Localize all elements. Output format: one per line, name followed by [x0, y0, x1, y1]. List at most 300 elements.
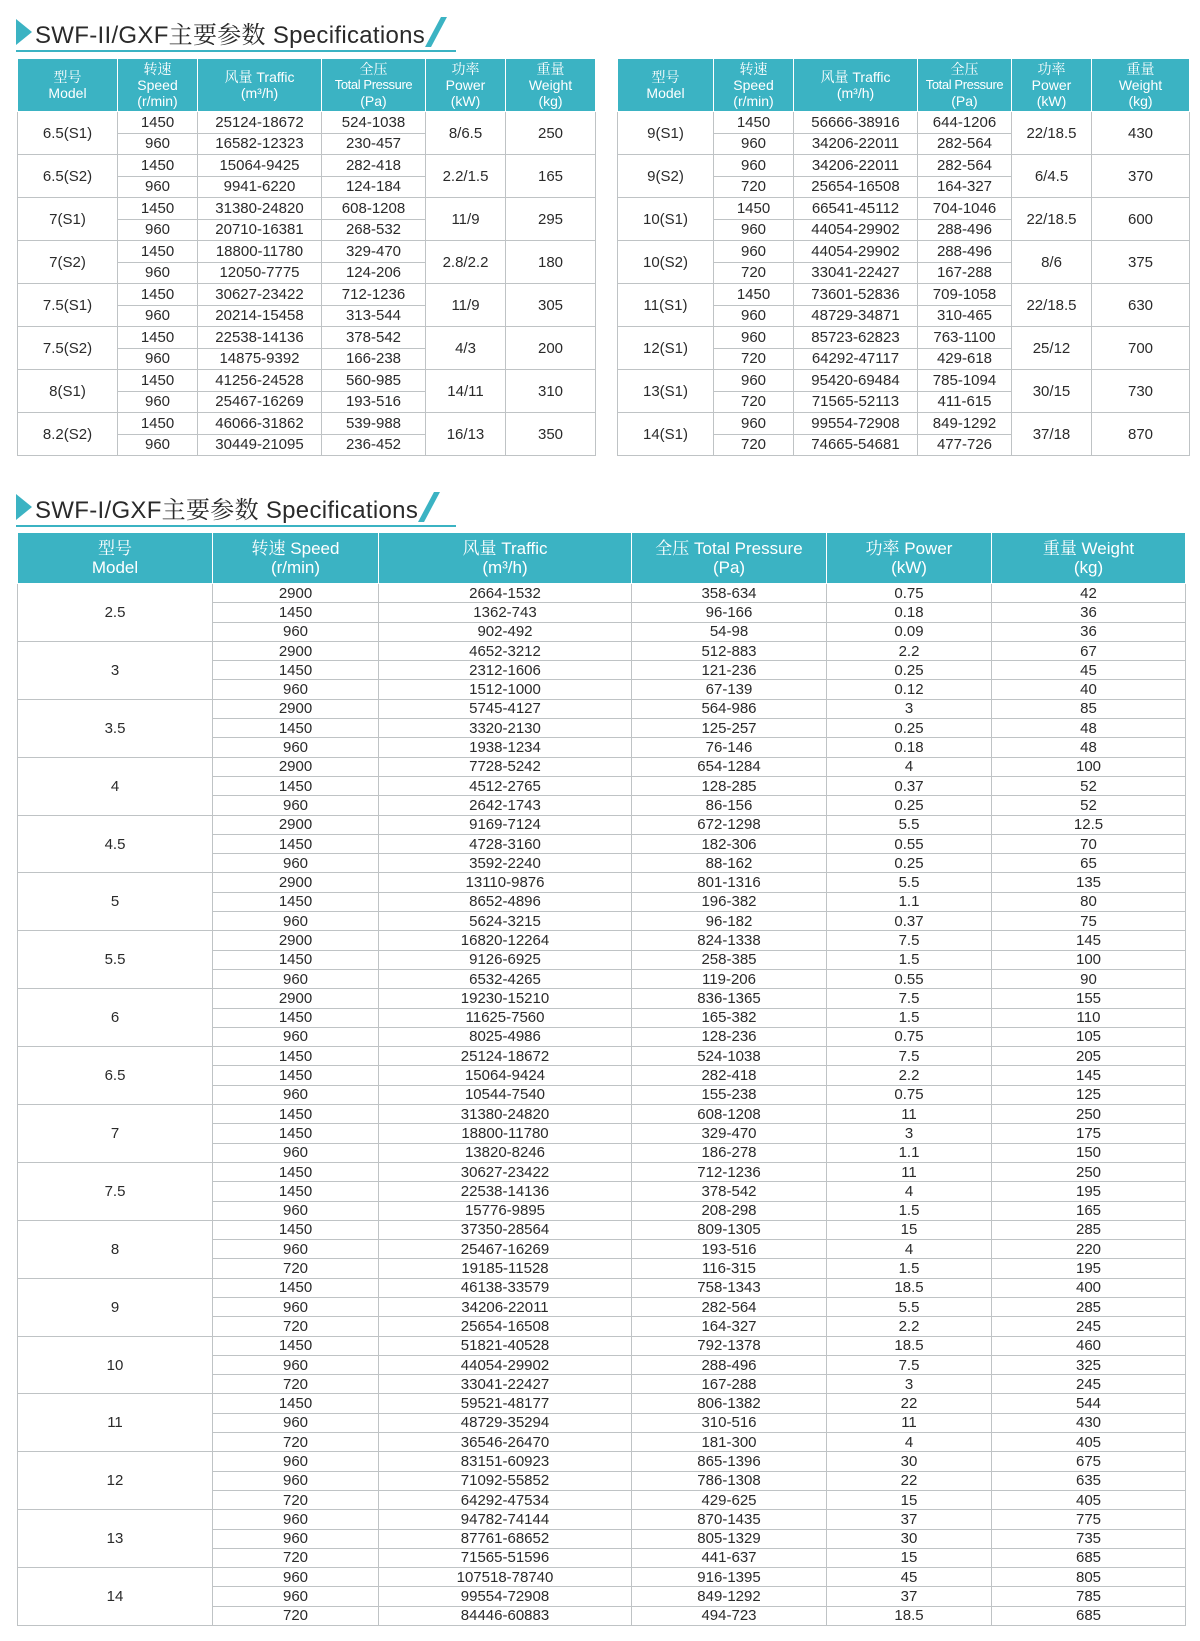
pressure-cell: 54-98	[632, 622, 827, 641]
pressure-cell: 378-542	[632, 1182, 827, 1201]
model-cell: 7	[18, 1105, 213, 1163]
table-row	[18, 641, 1186, 660]
pressure-cell: 916-1395	[632, 1568, 827, 1587]
power-cell: 0.75	[827, 1085, 992, 1104]
speed-cell: 1450	[213, 1124, 379, 1143]
weight-cell: 145	[992, 1066, 1186, 1085]
weight-cell: 40	[992, 680, 1186, 699]
speed-cell: 1450	[118, 112, 198, 134]
weight-cell: 245	[992, 1375, 1186, 1394]
power-cell: 0.25	[827, 796, 992, 815]
pressure-cell: 268-532	[322, 219, 426, 241]
chevron-right-icon	[16, 19, 32, 45]
speed-cell: 960	[213, 1529, 379, 1548]
speed-cell: 2900	[213, 815, 379, 834]
weight-cell: 870	[1092, 413, 1190, 456]
power-cell: 2.2	[827, 641, 992, 660]
traffic-cell: 36546-26470	[379, 1433, 632, 1452]
pressure-cell: 282-418	[322, 155, 426, 177]
weight-cell: 325	[992, 1355, 1186, 1374]
weight-cell: 460	[992, 1336, 1186, 1355]
speed-cell: 2900	[213, 584, 379, 603]
speed-cell: 720	[213, 1490, 379, 1509]
table-row	[18, 198, 596, 220]
col-header-speed: 转速 Speed (r/min)	[213, 533, 379, 584]
pressure-cell: 836-1365	[632, 989, 827, 1008]
spec-table-swf-i	[17, 532, 1186, 1626]
power-cell: 2.2/1.5	[426, 155, 506, 198]
weight-cell: 675	[992, 1452, 1186, 1471]
power-cell: 7.5	[827, 1047, 992, 1066]
speed-cell: 2900	[213, 757, 379, 776]
traffic-cell: 44054-29902	[794, 241, 918, 263]
traffic-cell: 74665-54681	[794, 434, 918, 456]
pressure-cell: 86-156	[632, 796, 827, 815]
weight-cell: 12.5	[992, 815, 1186, 834]
pressure-cell: 288-496	[918, 241, 1012, 263]
traffic-cell: 15064-9425	[198, 155, 322, 177]
power-cell: 18.5	[827, 1336, 992, 1355]
col-header-pressure: 全压 Total Pressure (Pa)	[918, 59, 1012, 112]
power-cell: 11/9	[426, 198, 506, 241]
pressure-cell: 539-988	[322, 413, 426, 435]
col-header-traffic: 风量 Traffic (m³/h)	[198, 59, 322, 112]
speed-cell: 1450	[213, 719, 379, 738]
speed-cell: 720	[213, 1606, 379, 1625]
weight-cell: 100	[992, 757, 1186, 776]
weight-cell: 285	[992, 1297, 1186, 1316]
weight-cell: 295	[506, 198, 596, 241]
power-cell: 45	[827, 1568, 992, 1587]
power-cell: 37/18	[1012, 413, 1092, 456]
table-row	[18, 757, 1186, 776]
model-cell: 10(S1)	[618, 198, 714, 241]
power-cell: 15	[827, 1490, 992, 1509]
power-cell: 0.25	[827, 854, 992, 873]
pressure-cell: 165-382	[632, 1008, 827, 1027]
speed-cell: 720	[213, 1259, 379, 1278]
traffic-cell: 71092-55852	[379, 1471, 632, 1490]
power-cell: 0.18	[827, 738, 992, 757]
traffic-cell: 7728-5242	[379, 757, 632, 776]
col-header-power: 功率 Power (kW)	[1012, 59, 1092, 112]
table-row	[18, 1394, 1186, 1413]
table-row	[18, 413, 596, 435]
traffic-cell: 20710-16381	[198, 219, 322, 241]
speed-cell: 960	[714, 241, 794, 263]
power-cell: 0.75	[827, 584, 992, 603]
model-cell: 9	[18, 1278, 213, 1336]
weight-cell: 630	[1092, 284, 1190, 327]
model-cell: 9(S1)	[618, 112, 714, 155]
pressure-cell: 96-166	[632, 603, 827, 622]
traffic-cell: 22538-14136	[198, 327, 322, 349]
pressure-cell: 429-625	[632, 1490, 827, 1509]
pressure-cell: 785-1094	[918, 370, 1012, 392]
traffic-cell: 41256-24528	[198, 370, 322, 392]
speed-cell: 1450	[213, 1162, 379, 1181]
power-cell: 8/6.5	[426, 112, 506, 155]
speed-cell: 960	[213, 1201, 379, 1220]
traffic-cell: 71565-52113	[794, 391, 918, 413]
traffic-cell: 87761-68652	[379, 1529, 632, 1548]
weight-cell: 45	[992, 661, 1186, 680]
traffic-cell: 85723-62823	[794, 327, 918, 349]
power-cell: 7.5	[827, 989, 992, 1008]
model-cell: 6	[18, 989, 213, 1047]
weight-cell: 42	[992, 584, 1186, 603]
traffic-cell: 34206-22011	[794, 133, 918, 155]
pressure-cell: 181-300	[632, 1433, 827, 1452]
speed-cell: 960	[213, 1240, 379, 1259]
power-cell: 5.5	[827, 815, 992, 834]
model-cell: 8(S1)	[18, 370, 118, 413]
power-cell: 0.55	[827, 834, 992, 853]
section-1-title-text: SWF-I/GXF主要参数 Specifications	[35, 496, 419, 524]
col-header-speed: 转速 Speed (r/min)	[118, 59, 198, 112]
pressure-cell: 849-1292	[918, 413, 1012, 435]
traffic-cell: 99554-72908	[794, 413, 918, 435]
section-1-title	[16, 490, 432, 524]
speed-cell: 1450	[118, 155, 198, 177]
table-row	[18, 1220, 1186, 1239]
power-cell: 25/12	[1012, 327, 1092, 370]
power-cell: 11/9	[426, 284, 506, 327]
speed-cell: 1450	[714, 284, 794, 306]
traffic-cell: 33041-22427	[794, 262, 918, 284]
traffic-cell: 64292-47534	[379, 1490, 632, 1509]
speed-cell: 1450	[213, 1336, 379, 1355]
weight-cell: 135	[992, 873, 1186, 892]
traffic-cell: 95420-69484	[794, 370, 918, 392]
traffic-cell: 902-492	[379, 622, 632, 641]
table-row	[18, 1162, 1186, 1181]
speed-cell: 960	[714, 305, 794, 327]
speed-cell: 960	[213, 622, 379, 641]
speed-cell: 960	[213, 969, 379, 988]
table-row	[618, 284, 1190, 306]
table-row	[18, 584, 1186, 603]
traffic-cell: 44054-29902	[379, 1355, 632, 1374]
power-cell: 3	[827, 699, 992, 718]
power-cell: 0.25	[827, 719, 992, 738]
pressure-cell: 824-1338	[632, 931, 827, 950]
weight-cell: 685	[992, 1548, 1186, 1567]
weight-cell: 110	[992, 1008, 1186, 1027]
traffic-cell: 3592-2240	[379, 854, 632, 873]
weight-cell: 405	[992, 1490, 1186, 1509]
table-row	[18, 699, 1186, 718]
weight-cell: 600	[1092, 198, 1190, 241]
traffic-cell: 9941-6220	[198, 176, 322, 198]
pressure-cell: 193-516	[632, 1240, 827, 1259]
model-cell: 3	[18, 641, 213, 699]
model-cell: 5	[18, 873, 213, 931]
pressure-cell: 758-1343	[632, 1278, 827, 1297]
traffic-cell: 25654-16508	[379, 1317, 632, 1336]
speed-cell: 960	[714, 219, 794, 241]
model-cell: 8.2(S2)	[18, 413, 118, 456]
pressure-cell: 119-206	[632, 969, 827, 988]
weight-cell: 70	[992, 834, 1186, 853]
model-cell: 2.5	[18, 584, 213, 642]
model-cell: 6.5(S1)	[18, 112, 118, 155]
pressure-cell: 196-382	[632, 892, 827, 911]
spec-table-swf-ii-left	[17, 58, 596, 456]
traffic-cell: 4728-3160	[379, 834, 632, 853]
pressure-cell: 709-1058	[918, 284, 1012, 306]
power-cell: 5.5	[827, 1297, 992, 1316]
pressure-cell: 258-385	[632, 950, 827, 969]
table-header-row	[18, 533, 1186, 584]
model-cell: 9(S2)	[618, 155, 714, 198]
pressure-cell: 76-146	[632, 738, 827, 757]
weight-cell: 65	[992, 854, 1186, 873]
pressure-cell: 67-139	[632, 680, 827, 699]
weight-cell: 195	[992, 1182, 1186, 1201]
traffic-cell: 12050-7775	[198, 262, 322, 284]
power-cell: 3	[827, 1124, 992, 1143]
model-cell: 4	[18, 757, 213, 815]
speed-cell: 960	[213, 738, 379, 757]
speed-cell: 960	[213, 1471, 379, 1490]
weight-cell: 75	[992, 912, 1186, 931]
col-header-weight: 重量 Weight (kg)	[992, 533, 1186, 584]
model-cell: 7(S1)	[18, 198, 118, 241]
traffic-cell: 59521-48177	[379, 1394, 632, 1413]
weight-cell: 250	[506, 112, 596, 155]
power-cell: 4	[827, 1240, 992, 1259]
pressure-cell: 124-184	[322, 176, 426, 198]
traffic-cell: 48729-34871	[794, 305, 918, 327]
speed-cell: 720	[213, 1548, 379, 1567]
model-cell: 11(S1)	[618, 284, 714, 327]
power-cell: 22	[827, 1471, 992, 1490]
pressure-cell: 116-315	[632, 1259, 827, 1278]
weight-cell: 635	[992, 1471, 1186, 1490]
power-cell: 4	[827, 1182, 992, 1201]
table-row	[18, 931, 1186, 950]
power-cell: 30	[827, 1529, 992, 1548]
power-cell: 30	[827, 1452, 992, 1471]
traffic-cell: 6532-4265	[379, 969, 632, 988]
pressure-cell: 282-418	[632, 1066, 827, 1085]
pressure-cell: 167-288	[918, 262, 1012, 284]
slash-decoration	[418, 492, 440, 522]
power-cell: 6/4.5	[1012, 155, 1092, 198]
power-cell: 22	[827, 1394, 992, 1413]
col-header-model: 型号 Model	[18, 533, 213, 584]
model-cell: 13	[18, 1510, 213, 1568]
weight-cell: 150	[992, 1143, 1186, 1162]
pressure-cell: 712-1236	[632, 1162, 827, 1181]
weight-cell: 36	[992, 622, 1186, 641]
traffic-cell: 4652-3212	[379, 641, 632, 660]
traffic-cell: 3320-2130	[379, 719, 632, 738]
spec-table-swf-ii-right	[617, 58, 1190, 456]
speed-cell: 1450	[213, 1008, 379, 1027]
speed-cell: 720	[714, 348, 794, 370]
speed-cell: 960	[118, 434, 198, 456]
traffic-cell: 13820-8246	[379, 1143, 632, 1162]
table-row	[18, 284, 596, 306]
weight-cell: 67	[992, 641, 1186, 660]
power-cell: 11	[827, 1162, 992, 1181]
weight-cell: 165	[992, 1201, 1186, 1220]
table-row	[618, 413, 1190, 435]
traffic-cell: 18800-11780	[379, 1124, 632, 1143]
model-cell: 10(S2)	[618, 241, 714, 284]
table-row	[18, 1568, 1186, 1587]
power-cell: 0.75	[827, 1027, 992, 1046]
power-cell: 0.37	[827, 912, 992, 931]
col-header-weight: 重量 Weight (kg)	[1092, 59, 1190, 112]
table-row	[18, 1452, 1186, 1471]
speed-cell: 1450	[213, 892, 379, 911]
traffic-cell: 16582-12323	[198, 133, 322, 155]
speed-cell: 720	[714, 391, 794, 413]
traffic-cell: 37350-28564	[379, 1220, 632, 1239]
pressure-cell: 763-1100	[918, 327, 1012, 349]
traffic-cell: 30627-23422	[379, 1162, 632, 1181]
pressure-cell: 608-1208	[632, 1105, 827, 1124]
speed-cell: 960	[213, 854, 379, 873]
speed-cell: 960	[714, 370, 794, 392]
speed-cell: 720	[714, 434, 794, 456]
pressure-cell: 865-1396	[632, 1452, 827, 1471]
power-cell: 15	[827, 1220, 992, 1239]
table-row	[18, 241, 596, 263]
pressure-cell: 786-1308	[632, 1471, 827, 1490]
traffic-cell: 14875-9392	[198, 348, 322, 370]
weight-cell: 250	[992, 1162, 1186, 1181]
table-row	[18, 1510, 1186, 1529]
speed-cell: 1450	[213, 1182, 379, 1201]
pressure-cell: 96-182	[632, 912, 827, 931]
traffic-cell: 51821-40528	[379, 1336, 632, 1355]
model-cell: 13(S1)	[618, 370, 714, 413]
traffic-cell: 10544-7540	[379, 1085, 632, 1104]
table-row	[18, 1278, 1186, 1297]
weight-cell: 250	[992, 1105, 1186, 1124]
table-row	[618, 198, 1190, 220]
weight-cell: 785	[992, 1587, 1186, 1606]
weight-cell: 305	[506, 284, 596, 327]
pressure-cell: 806-1382	[632, 1394, 827, 1413]
traffic-cell: 9169-7124	[379, 815, 632, 834]
pressure-cell: 608-1208	[322, 198, 426, 220]
model-cell: 11	[18, 1394, 213, 1452]
model-cell: 14(S1)	[618, 413, 714, 456]
speed-cell: 960	[118, 391, 198, 413]
power-cell: 5.5	[827, 873, 992, 892]
traffic-cell: 44054-29902	[794, 219, 918, 241]
power-cell: 22/18.5	[1012, 284, 1092, 327]
table-row	[18, 1336, 1186, 1355]
traffic-cell: 34206-22011	[794, 155, 918, 177]
speed-cell: 1450	[118, 241, 198, 263]
col-header-model: 型号 Model	[618, 59, 714, 112]
traffic-cell: 71565-51596	[379, 1548, 632, 1567]
weight-cell: 205	[992, 1047, 1186, 1066]
model-cell: 8	[18, 1220, 213, 1278]
speed-cell: 1450	[213, 1278, 379, 1297]
pressure-cell: 560-985	[322, 370, 426, 392]
weight-cell: 100	[992, 950, 1186, 969]
pressure-cell: 166-238	[322, 348, 426, 370]
pressure-cell: 329-470	[632, 1124, 827, 1143]
weight-cell: 52	[992, 776, 1186, 795]
pressure-cell: 167-288	[632, 1375, 827, 1394]
traffic-cell: 18800-11780	[198, 241, 322, 263]
speed-cell: 1450	[213, 776, 379, 795]
weight-cell: 85	[992, 699, 1186, 718]
speed-cell: 960	[213, 1568, 379, 1587]
power-cell: 7.5	[827, 1355, 992, 1374]
speed-cell: 1450	[714, 112, 794, 134]
power-cell: 2.8/2.2	[426, 241, 506, 284]
traffic-cell: 64292-47117	[794, 348, 918, 370]
traffic-cell: 46066-31862	[198, 413, 322, 435]
pressure-cell: 155-238	[632, 1085, 827, 1104]
weight-cell: 775	[992, 1510, 1186, 1529]
speed-cell: 1450	[118, 413, 198, 435]
section-2-title	[16, 15, 439, 49]
pressure-cell: 88-162	[632, 854, 827, 873]
pressure-cell: 805-1329	[632, 1529, 827, 1548]
pressure-cell: 524-1038	[632, 1047, 827, 1066]
speed-cell: 960	[213, 912, 379, 931]
speed-cell: 960	[714, 155, 794, 177]
pressure-cell: 121-236	[632, 661, 827, 680]
col-header-pressure: 全压 Total Pressure (Pa)	[322, 59, 426, 112]
table-row	[18, 873, 1186, 892]
pressure-cell: 477-726	[918, 434, 1012, 456]
weight-cell: 350	[506, 413, 596, 456]
traffic-cell: 33041-22427	[379, 1375, 632, 1394]
traffic-cell: 84446-60883	[379, 1606, 632, 1625]
pressure-cell: 128-236	[632, 1027, 827, 1046]
speed-cell: 720	[714, 176, 794, 198]
speed-cell: 960	[118, 133, 198, 155]
pressure-cell: 441-637	[632, 1548, 827, 1567]
speed-cell: 720	[213, 1433, 379, 1452]
power-cell: 0.25	[827, 661, 992, 680]
col-header-traffic: 风量 Traffic (m³/h)	[379, 533, 632, 584]
weight-cell: 245	[992, 1317, 1186, 1336]
pressure-cell: 644-1206	[918, 112, 1012, 134]
traffic-cell: 25124-18672	[198, 112, 322, 134]
speed-cell: 2900	[213, 873, 379, 892]
power-cell: 4/3	[426, 327, 506, 370]
traffic-cell: 19230-15210	[379, 989, 632, 1008]
traffic-cell: 25654-16508	[794, 176, 918, 198]
pressure-cell: 564-986	[632, 699, 827, 718]
traffic-cell: 99554-72908	[379, 1587, 632, 1606]
pressure-cell: 512-883	[632, 641, 827, 660]
power-cell: 3	[827, 1375, 992, 1394]
table-row	[618, 155, 1190, 177]
speed-cell: 960	[213, 680, 379, 699]
speed-cell: 1450	[213, 661, 379, 680]
weight-cell: 220	[992, 1240, 1186, 1259]
traffic-cell: 1362-743	[379, 603, 632, 622]
table-row	[18, 815, 1186, 834]
weight-cell: 400	[992, 1278, 1186, 1297]
traffic-cell: 94782-74144	[379, 1510, 632, 1529]
pressure-cell: 378-542	[322, 327, 426, 349]
power-cell: 30/15	[1012, 370, 1092, 413]
